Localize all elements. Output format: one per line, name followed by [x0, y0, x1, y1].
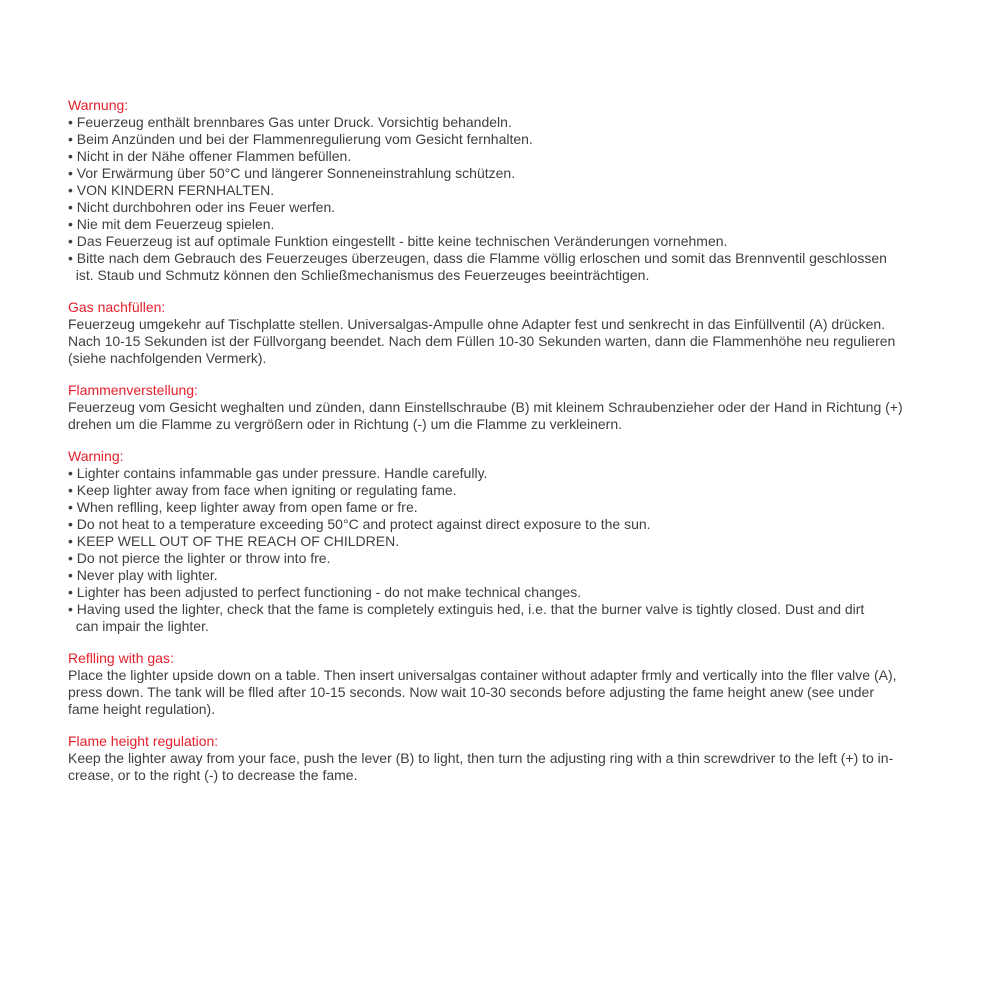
section-warning-en	[68, 448, 958, 635]
text-line: • VON KINDERN FERNHALTEN.	[68, 182, 275, 198]
text-line: • Bitte nach dem Gebrauch des Feuerzeuges überzeugen, dass die Flamme völlig erloschen und somit das Brennventil geschlossen	[68, 250, 887, 266]
text-line: • Do not heat to a temperature exceeding 50°C and protect against direct exposure to the sun.	[68, 516, 651, 532]
instruction-text-block	[68, 97, 958, 799]
section-flammenverstellung-de	[68, 382, 958, 433]
text-line: Nach 10-15 Sekunden ist der Füllvorgang beendet. Nach dem Füllen 10-30 Sekunden warten, dann die Flammenhöhe neu regulieren	[68, 333, 896, 349]
text-line: crease, or to the right (-) to decrease the fame.	[68, 767, 358, 783]
text-line: • Beim Anzünden und bei der Flammenregulierung vom Gesicht fernhalten.	[68, 131, 533, 147]
text-line: • KEEP WELL OUT OF THE REACH OF CHILDREN.	[68, 533, 400, 549]
text-line: press down. The tank will be flled after 10-15 seconds. Now wait 10-30 seconds before adjusting the fame height anew (see under	[68, 684, 874, 700]
section-gas-nachfuellen-de	[68, 299, 958, 367]
text-line: can impair the lighter.	[68, 618, 209, 634]
section-heading-flame-height-en: Flame height regulation:	[68, 733, 219, 749]
section-heading-refilling-en: Reflling with gas:	[68, 650, 174, 666]
section-flame-height-en	[68, 733, 958, 784]
text-line: • Feuerzeug enthält brennbares Gas unter Druck. Vorsichtig behandeln.	[68, 114, 512, 130]
text-line: Keep the lighter away from your face, push the lever (B) to light, then turn the adjusting ring with a thin screwdriver to the left (+) to in-	[68, 750, 894, 766]
section-heading-gas-nachfuellen-de: Gas nachfüllen:	[68, 299, 166, 315]
section-heading-flammenverstellung-de: Flammenverstellung:	[68, 382, 198, 398]
text-line: • Never play with lighter.	[68, 567, 218, 583]
text-line: • Vor Erwärmung über 50°C und längerer Sonneneinstrahlung schützen.	[68, 165, 516, 181]
text-line: Feuerzeug umgekehr auf Tischplatte stellen. Universalgas-Ampulle ohne Adapter fest und senkrecht in das Einfüllventil (A) drücken.	[68, 316, 886, 332]
text-line: ist. Staub und Schmutz können den Schließmechanismus des Feuerzeuges beeinträchtigen.	[68, 267, 650, 283]
text-line: • Keep lighter away from face when igniting or regulating fame.	[68, 482, 457, 498]
text-line: Feuerzeug vom Gesicht weghalten und zünden, dann Einstellschraube (B) mit kleinem Schraubenzieher oder der Hand in Richtung (+)	[68, 399, 903, 415]
text-line: drehen um die Flamme zu vergrößern oder in Richtung (-) um die Flamme zu verkleinern.	[68, 416, 622, 432]
section-heading-warnung-de: Warnung:	[68, 97, 129, 113]
text-line: • Das Feuerzeug ist auf optimale Funktion eingestellt - bitte keine technischen Veränderungen vornehmen.	[68, 233, 728, 249]
text-line: fame height regulation).	[68, 701, 216, 717]
text-line: (siehe nachfolgenden Vermerk).	[68, 350, 267, 366]
text-line: • Lighter contains infammable gas under pressure. Handle carefully.	[68, 465, 488, 481]
section-refilling-en	[68, 650, 958, 718]
section-heading-warning-en: Warning:	[68, 448, 124, 464]
text-line: • Nicht in der Nähe offener Flammen befüllen.	[68, 148, 352, 164]
text-line: • Do not pierce the lighter or throw into fre.	[68, 550, 331, 566]
text-line: • Nicht durchbohren oder ins Feuer werfen.	[68, 199, 336, 215]
text-line: • Having used the lighter, check that the fame is completely extinguis hed, i.e. that the burner valve is tightly closed. Dust and dirt	[68, 601, 865, 617]
text-line: • Lighter has been adjusted to perfect functioning - do not make technical changes.	[68, 584, 582, 600]
text-line: • Nie mit dem Feuerzeug spielen.	[68, 216, 275, 232]
text-line: Place the lighter upside down on a table. Then insert universalgas container without adapter frmly and vertically into the fller valve (A),	[68, 667, 897, 683]
text-line: • When reflling, keep lighter away from open fame or fre.	[68, 499, 418, 515]
section-warnung-de	[68, 97, 958, 284]
